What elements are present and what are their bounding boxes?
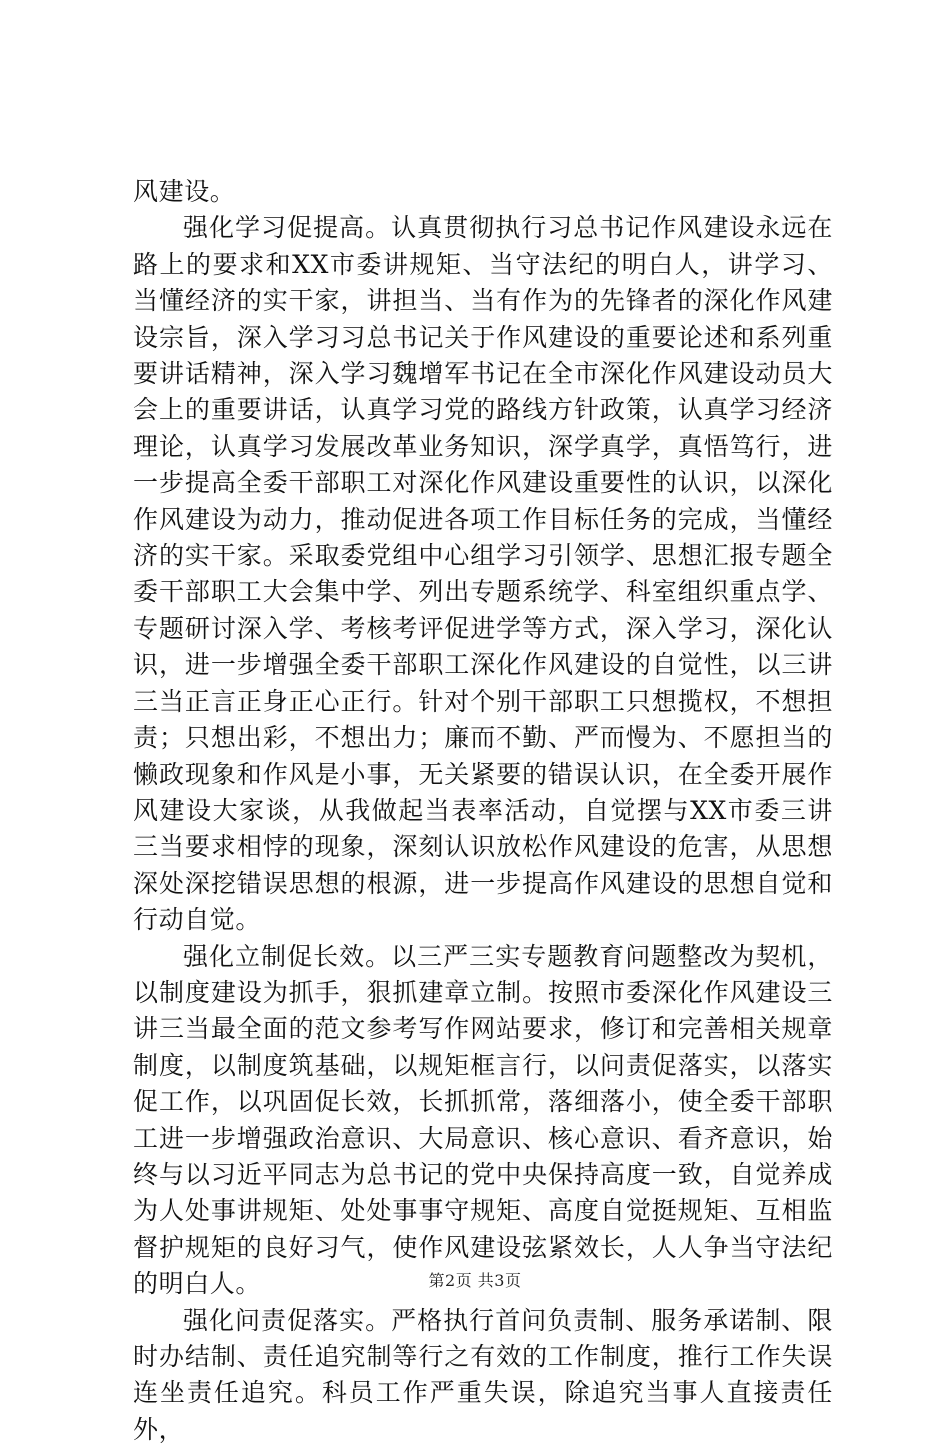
paragraph-study: 强化学习促提高。认真贯彻执行习总书记作风建设永远在路上的要求和XX市委讲规矩、当守法纪的明白人，讲学习、当懂经济的实干家，讲担当、当有作为的先锋者的深化作风建设宗旨，深入学习习总书记关于作风建设的重要论述和系列重要讲话精神，深入学习魏增军书记在全市深化作风建设动员大会上的重要讲话，认真学习党的路线方针政策，认真学习经济理论，认真学习发展改革业务知识，深学真学，真悟笃行，进一步提高全委干部职工对深化作风建设重要性的认识，以深化作风建设为动力，推动促进各项工作目标任务的完成，当懂经济的实干家。采取委党组中心组学习引领学、思想汇报专题全委干部职工大会集中学、列出专题系统学、科室组织重点学、专题研讨深入学、考核考评促进学等方式，深入学习，深化认识，进一步增强全委干部职工深化作风建设的自觉性，以三讲三当正言正身正心正行。针对个别干部职工只想揽权，不想担责；只想出彩，不想出力；廉而不勤、严而慢为、不愿担当的懒政现象和作风是小事，无关紧要的错误认识，在全委开展作风建设大家谈，从我做起当表率活动，自觉摆与XX市委三讲三当要求相悖的现象，深刻认识放松作风建设的危害，从思想深处深挖错误思想的根源，进一步提高作风建设的思想自觉和行动自觉。 (133, 213, 833, 935)
page-number-footer: 第2页 共3页 (428, 1271, 522, 1290)
paragraph-continuation: 风建设。 (133, 177, 236, 206)
paragraph-accountability: 强化问责促落实。严格执行首问负责制、服务承诺制、限时办结制、责任追究制等行之有效的工作制度，推行工作失误连坐责任追究。科员工作严重失误，除追究当事人直接责任外， (133, 1305, 833, 1444)
paragraph-institution: 强化立制促长效。以三严三实专题教育问题整改为契机，以制度建设为抓手，狠抓建章立制。按照市委深化作风建设三讲三当最全面的范文参考写作网站要求，修订和完善相关规章制度，以制度筑基础，以规矩框言行，以问责促落实，以落实促工作，以巩固促长效，长抓抓常，落细落小，使全委干部职工进一步增强政治意识、大局意识、核心意识、看齐意识，始终与以习近平同志为总书记的党中央保持高度一致，自觉养成为人处事讲规矩、处处事事守规矩、高度自觉挺规矩、互相监督护规矩的良好习气，使作风建设弦紧效长，人人争当守法纪的明白人。 (133, 941, 833, 1299)
document-body (133, 174, 833, 1448)
